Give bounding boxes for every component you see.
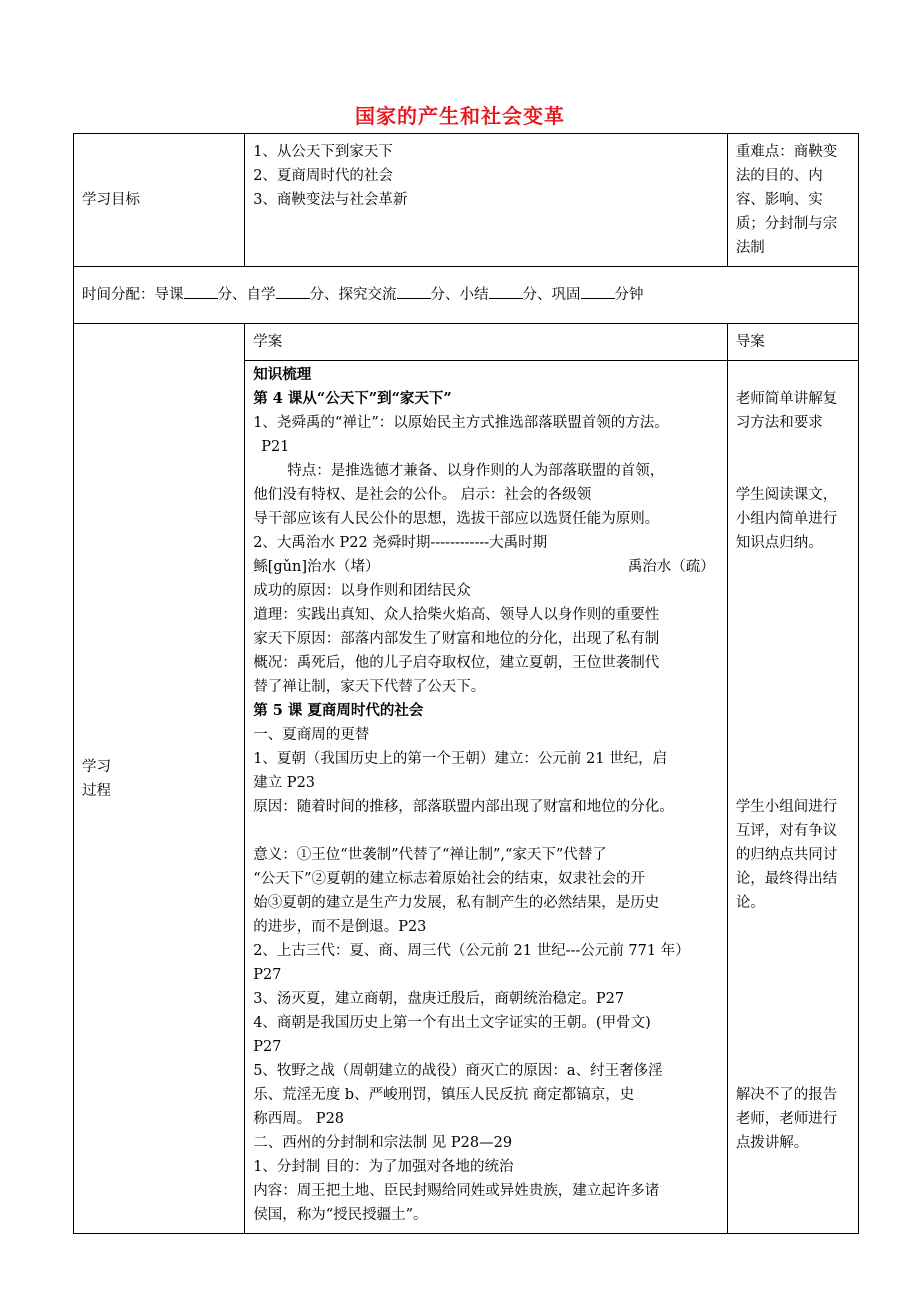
text-line: 1、夏朝（我国历史上的第一个王朝）建立：公元前 21 世纪，启 (253, 751, 668, 767)
text-line: 特点：是推选德才兼备、以身作则的人为部落联盟的首领， (287, 463, 665, 479)
time-prefix: 时间分配：导课 (82, 287, 184, 303)
text-line: 始③夏朝的建立是生产力发展，私有制产生的必然结果，是历史 (253, 895, 660, 911)
time-part: 分、小结 (430, 287, 489, 303)
goal-item: 3、商鞅变法与社会革新 (253, 192, 408, 208)
row-learning-goals (74, 134, 859, 267)
goal-item: 1、从公天下到家天下 (253, 144, 393, 160)
fill-blank[interactable] (397, 284, 431, 299)
goals-label-cell (74, 134, 245, 267)
text-line: 的进步，而不是倒退。P23 (253, 919, 427, 935)
time-part: 分、巩固 (522, 287, 581, 303)
lesson-plan-table (73, 133, 859, 1234)
study-plan-header: 学案 (245, 324, 728, 361)
guide-plan-content (727, 361, 858, 1234)
text-line: 乐、荒淫无度 b、严峻刑罚，镇压人民反抗 商定都镐京，史 (253, 1087, 635, 1103)
text-line: 3、汤灭夏，建立商朝，盘庚迁殷后，商朝统治稳定。P27 (253, 991, 625, 1007)
key-points-text: 重难点：商鞅变法的目的、内容、影响、实质；分封制与宗法制 (735, 144, 838, 256)
guide-note: 老师简单讲解复习方法和要求 (735, 391, 838, 431)
text-line: 鲧[gǔn]治水（堵） 禹治水（疏） (253, 559, 715, 575)
fill-blank[interactable] (276, 284, 310, 299)
time-allocation-cell (74, 267, 859, 324)
text-line: 1、尧舜禹的“禅让”：以原始民主方式推选部落联盟首领的方法。 (253, 415, 669, 431)
fill-blank[interactable] (184, 284, 218, 299)
text-line: 家天下原因：部落内部发生了财富和地位的分化，出现了私有制 (253, 631, 660, 647)
text-line: 2、大禹治水 P22 尧舜时期------------大禹时期 (253, 535, 548, 551)
text-line: P27 (253, 1039, 282, 1055)
guide-note: 学生小组间进行互评，对有争议的归纳点共同讨论，最终得出结论。 (735, 799, 838, 911)
text-line: 概况：禹死后，他的儿子启夺取权位，建立夏朝，王位世袭制代 (253, 655, 660, 671)
time-part: 分、探究交流 (309, 287, 397, 303)
time-part: 分、自学 (217, 287, 276, 303)
study-plan-content (245, 361, 728, 1234)
text-line: 成功的原因：以身作则和团结民众 (253, 583, 471, 599)
text-line: 原因：随着时间的推移，部落联盟内部出现了财富和地位的分化。 (253, 799, 674, 815)
goals-list-cell (245, 134, 728, 267)
lesson-heading: 第 5 课 夏商周时代的社会 (253, 702, 424, 719)
row-time-allocation (74, 267, 859, 324)
section-heading: 知识梳理 (253, 366, 312, 383)
text-line: 替了禅让制，家天下代替了公天下。 (253, 679, 486, 695)
time-part: 分钟 (614, 287, 644, 303)
lesson-heading: 第 4 课从“公天下”到“家天下” (253, 390, 452, 407)
text-line: 内容：周王把土地、臣民封赐给同姓或异姓贵族，建立起许多诸 (253, 1183, 660, 1199)
text-line: 二、西州的分封制和宗法制 见 P28—29 (253, 1135, 513, 1151)
text-line: 一、夏商周的更替 (253, 727, 370, 743)
text-line: 意义：①王位“世袭制”代替了“禅让制”,“家天下”代替了 (253, 847, 607, 863)
key-points-cell (727, 134, 858, 267)
text-line: 称西周。 P28 (253, 1111, 345, 1127)
goals-label: 学习目标 (82, 192, 140, 208)
process-label: 过程 (82, 782, 111, 799)
text-line: 侯国，称为“授民授疆土”。 (253, 1207, 428, 1223)
text-line: 导干部应该有人民公仆的思想，选拔干部应以选贤任能为原则。 (253, 511, 660, 527)
blank-line (253, 819, 719, 843)
text-line: 4、商朝是我国历史上第一个有出土文字证实的王朝。(甲骨文) (253, 1015, 651, 1031)
text-line: 1、分封制 目的：为了加强对各地的统治 (253, 1159, 514, 1175)
row-headers (74, 324, 859, 361)
text-line: P27 (253, 967, 282, 983)
text-line: 2、上古三代：夏、商、周三代（公元前 21 世纪---公元前 771 年） (253, 943, 690, 959)
document-title: 国家的产生和社会变革 (355, 104, 565, 128)
text-line: 5、牧野之战（周朝建立的战役）商灭亡的原因：a、纣王奢侈淫 (253, 1063, 663, 1079)
fill-blank[interactable] (581, 284, 615, 299)
text-line: 他们没有特权、是社会的公仆。 启示：社会的各级领 (253, 487, 592, 503)
text-line: “公天下”②夏朝的建立标志着原始社会的结束，奴隶社会的开 (253, 871, 646, 887)
text-line: 建立 P23 (253, 775, 316, 791)
process-label-cell (74, 324, 245, 1234)
guide-note: 学生阅读课文，小组内简单进行知识点归纳。 (735, 487, 838, 551)
goal-item: 2、夏商周时代的社会 (253, 168, 393, 184)
process-label: 学习 (82, 758, 111, 775)
fill-blank[interactable] (489, 284, 523, 299)
text-line: 道理：实践出真知、众人拾柴火焰高、领导人以身作则的重要性 (253, 607, 660, 623)
text-line: P21 (261, 439, 290, 455)
guide-note: 解决不了的报告老师，老师进行点拨讲解。 (735, 1087, 838, 1151)
guide-plan-header: 导案 (727, 324, 858, 361)
